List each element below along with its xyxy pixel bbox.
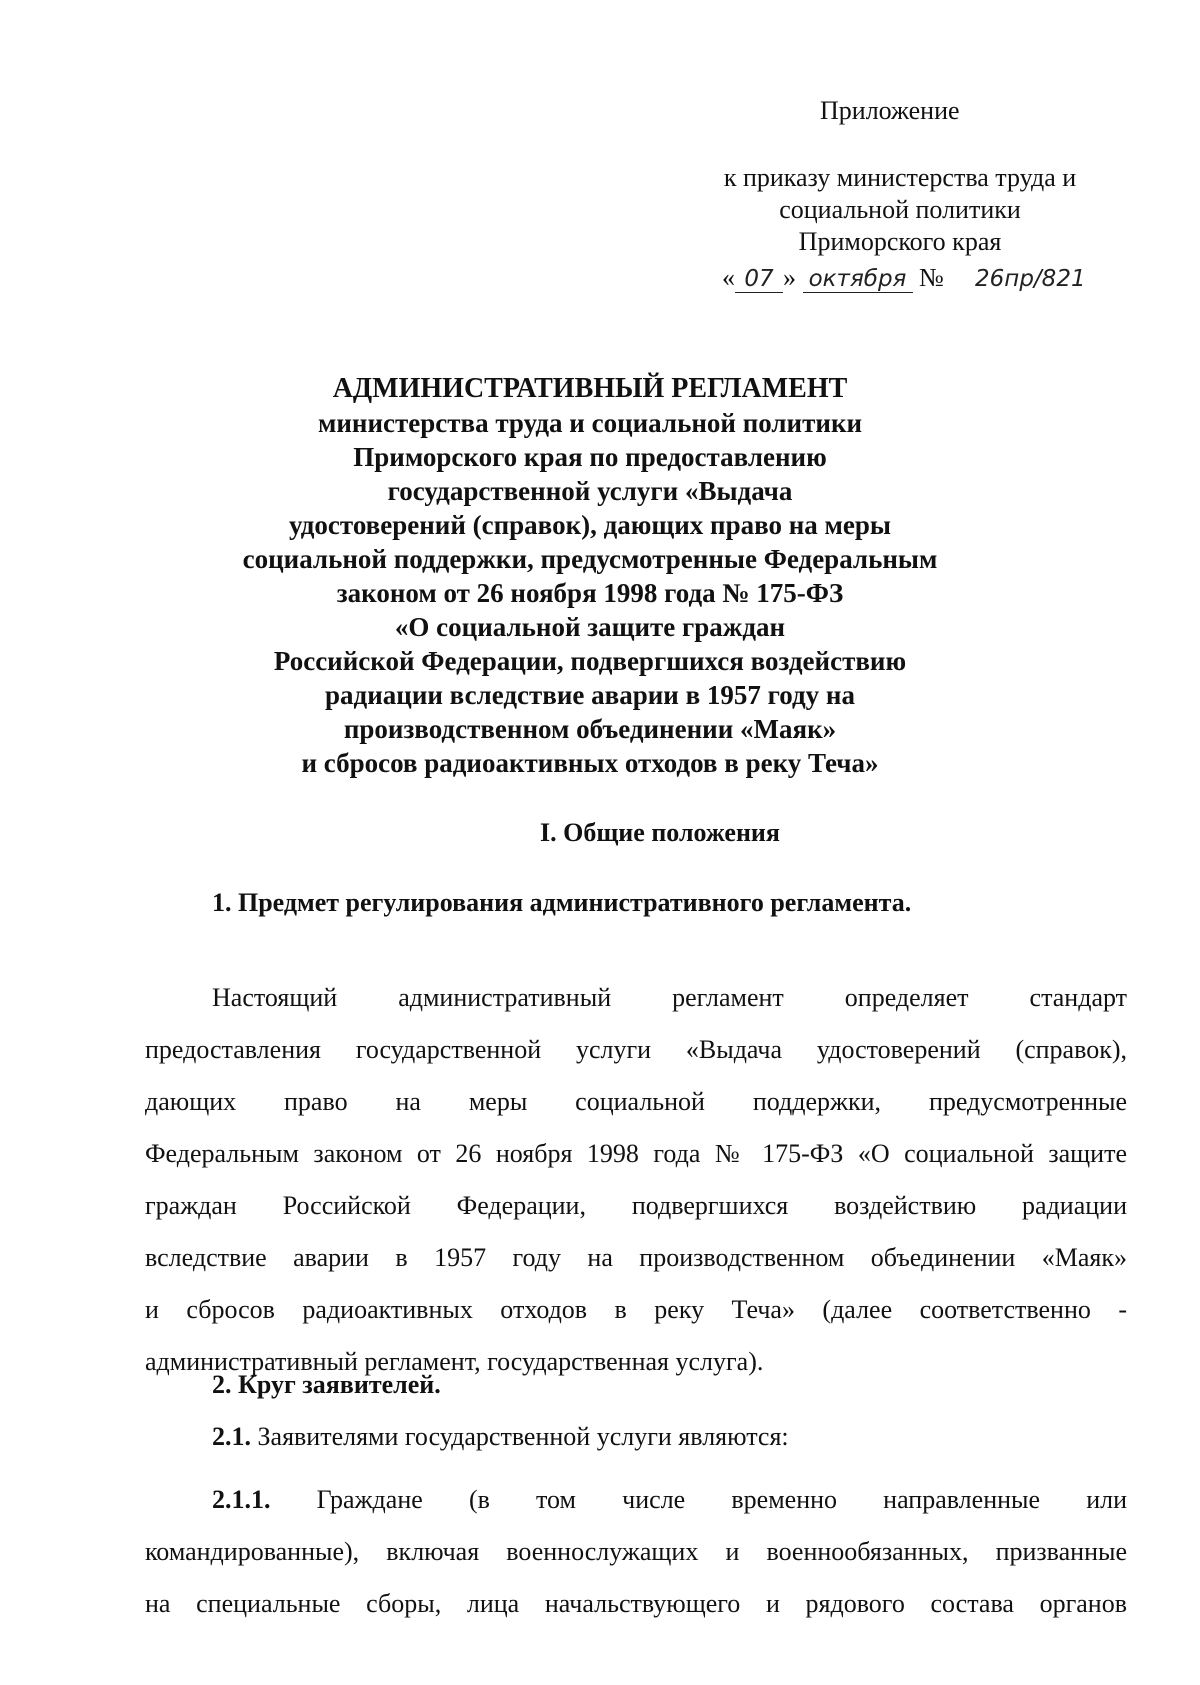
- document-title-line: производственном объединении «Маяк»: [343, 714, 837, 744]
- close-quote: »: [783, 263, 796, 292]
- paragraph-line: дающих право на меры социальной поддержки, предусмотренные: [145, 1087, 1127, 1116]
- paragraph-line: Настоящий административный регламент определяет стандарт: [212, 983, 1127, 1012]
- document-title: [190, 372, 990, 780]
- document-title-line: радиации вследствие аварии в 1957 году на: [325, 680, 855, 710]
- document-title-line: министерства труда и социальной политики: [317, 408, 863, 438]
- document-title-line: Приморского края по предоставлению: [353, 442, 827, 472]
- item-text: Заявителями государственной услуги являются:: [251, 1422, 789, 1451]
- item-2-1-1: [145, 1474, 1127, 1630]
- handwritten-month: октября: [803, 266, 913, 293]
- order-reference: [690, 162, 1110, 258]
- handwritten-day: 07: [735, 266, 783, 293]
- document-title-line: социальной поддержки, предусмотренные Федеральным: [242, 544, 938, 574]
- paragraph-line: вследствие аварии в 1957 году на производственном объединении «Маяк»: [145, 1243, 1127, 1272]
- item-number: 2.1.1.: [212, 1485, 271, 1514]
- item-2-1: [212, 1422, 789, 1452]
- paragraph-line: и сбросов радиоактивных отходов в реку Теча» (далее соответственно -: [145, 1295, 1127, 1324]
- document-title-line: и сбросов радиоактивных отходов в реку Теча»: [301, 748, 879, 778]
- appendix-label: Приложение: [820, 96, 960, 125]
- paragraph-line: граждан Российской Федерации, подвергшихся воздействию радиации: [145, 1191, 1127, 1220]
- order-reference-line: к приказу министерства труда и: [723, 163, 1077, 192]
- document-title-line: «О социальной защите граждан: [394, 612, 786, 642]
- order-reference-line: Приморского края: [798, 227, 1002, 256]
- item-text: Граждане (в том числе временно направленные или: [270, 1485, 1127, 1514]
- open-quote: «: [722, 263, 735, 292]
- item-number: 2.1.: [212, 1422, 251, 1451]
- paragraph-line: административный регламент, государственная услуга).: [145, 1347, 764, 1376]
- handwritten-order-number: 26пр/821: [975, 266, 1086, 292]
- applicants-heading: 2. Круг заявителей.: [212, 1370, 441, 1399]
- paragraph-line: на специальные сборы, лица начальствующего и рядового состава органов: [145, 1589, 1127, 1618]
- subsection-heading: 1. Предмет регулирования административного регламента.: [212, 888, 912, 917]
- paragraph-line: Федеральным законом от 26 ноября 1998 года № 175-ФЗ «О социальной защите: [145, 1139, 1127, 1168]
- document-title-line: удостоверений (справок), дающих право на меры: [288, 510, 892, 540]
- section-heading: I. Общие положения: [540, 818, 780, 847]
- document-title-line: государственной услуги «Выдача: [387, 476, 793, 506]
- paragraph-line: [145, 1474, 1127, 1526]
- document-title-main: АДМИНИСТРАТИВНЫЙ РЕГЛАМЕНТ: [332, 373, 848, 404]
- order-reference-line: социальной политики: [779, 195, 1021, 224]
- order-date-line: [722, 262, 1110, 294]
- document-title-line: Российской Федерации, подвергшихся воздействию: [273, 646, 907, 676]
- paragraph-line: командированные), включая военнослужащих и военнообязанных, призванные: [145, 1537, 1127, 1566]
- paragraph-line: предоставления государственной услуги «Выдача удостоверений (справок),: [145, 1035, 1127, 1064]
- subject-paragraph: [145, 972, 1127, 1388]
- number-sign: №: [919, 263, 944, 292]
- document-title-line: законом от 26 ноября 1998 года № 175-ФЗ: [336, 578, 844, 608]
